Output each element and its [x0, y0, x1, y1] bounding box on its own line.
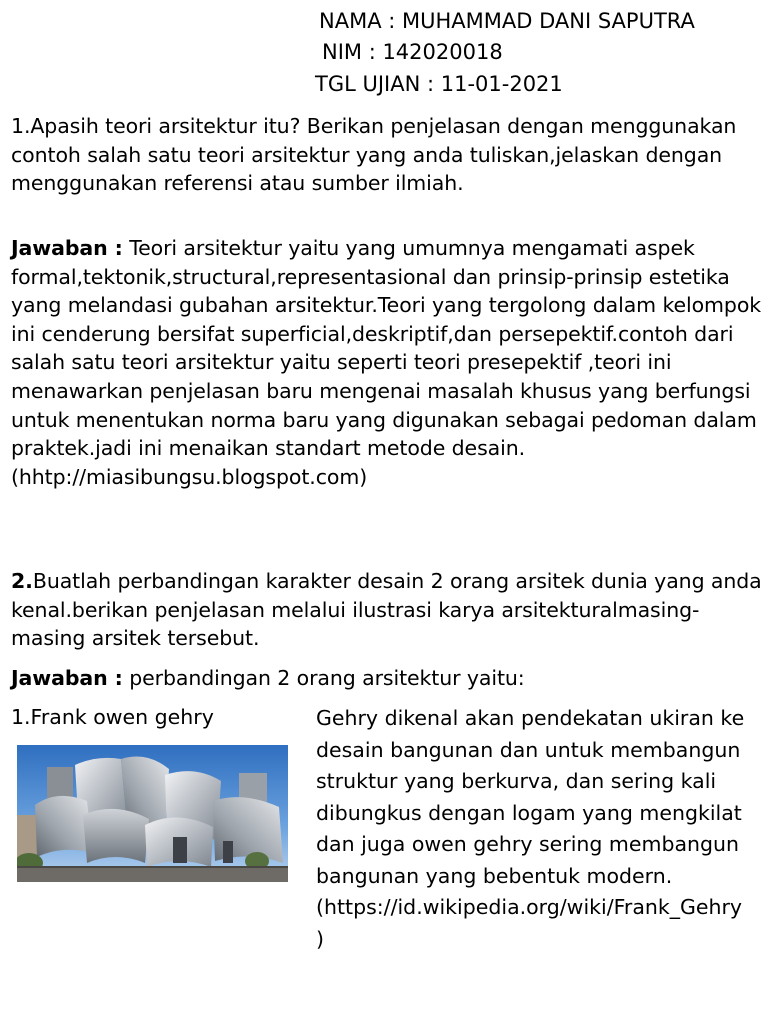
exam-date: TGL UJIAN : 11-01-2021 [315, 72, 563, 96]
architect-1-description: Gehry dikenal akan pendekatan ukiran ke desain bangunan dan untuk membangun struktur yang berkurva, dan sering kali dibungkus dengan logam yang mengkilat dan juga owen gehry sering membangun bangunan yang bebentuk modern.(https://id.wikipedia.org/wiki/Frank_Gehry ) [316, 706, 745, 951]
question-2 [11, 567, 763, 653]
answer-label: Jawaban : [11, 236, 123, 260]
architect-1-label: 1.Frank owen gehry [11, 705, 214, 729]
gehry-building-photo [17, 745, 288, 882]
student-nim: NIM : 142020018 [322, 40, 503, 64]
answer-2-text: perbandingan 2 orang arsitektur yaitu: [122, 666, 525, 690]
question-2-number: 2. [11, 569, 33, 593]
question-1: 1.Apasih teori arsitektur itu? Berikan penjelasan dengan menggunakan contoh salah satu teori arsitektur yang anda tuliskan,jelaskan dengan menggunakan referensi atau sumber ilmiah. [11, 114, 737, 196]
answer-label: Jawaban : [11, 666, 123, 690]
student-name: NAMA : MUHAMMAD DANI SAPUTRA [319, 9, 695, 33]
question-2-text: Buatlah perbandingan karakter desain 2 orang arsitek dunia yang anda kenal.berikan penjelasan melalui ilustrasi karya arsitekturalmasing-masing arsitek tersebut. [11, 569, 762, 651]
answer-1-text: Teori arsitektur yaitu yang umumnya mengamati aspek formal,tektonik,structural,representasional dan prinsip-prinsip estetika yang melandasi gubahan arsitektur.Teori yang tergolong dalam kelompok ini cenderung bersifat superficial,deskriptif,dan persepektif.contoh dari salah satu teori arsitektur yaitu seperti teori presepektif ,teori ini menawarkan penjelasan baru mengenai masalah khusus yang berfungsi untuk menentukan norma baru yang digunakan sebagai pedoman dalam praktek.jadi ini menaikan standart metode desain.(hhtp://miasibungsu.blogspot.com) [11, 236, 762, 489]
answer-2 [11, 664, 763, 693]
answer-1 [11, 234, 763, 491]
